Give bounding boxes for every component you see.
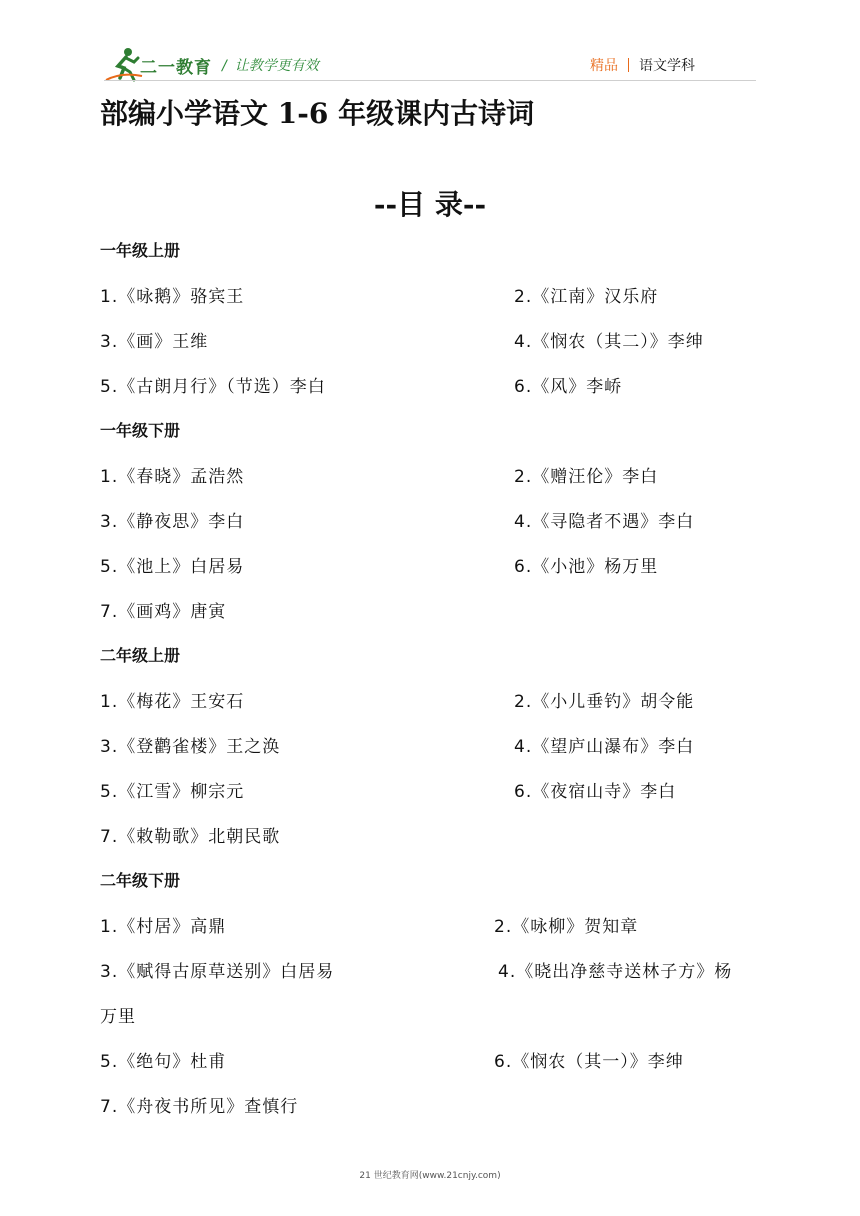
section-heading: 一年级上册 bbox=[100, 241, 181, 260]
toc-title: --目 录-- bbox=[373, 188, 487, 221]
toc-entry: 4.《晓出净慈寺送林子方》杨 bbox=[498, 962, 733, 982]
toc-entry: 7.《敕勒歌》北朝民歌 bbox=[100, 827, 281, 847]
toc-entry: 3.《画》王维 bbox=[100, 332, 209, 352]
slogan: / 让教学更有效 bbox=[222, 58, 319, 74]
toc-entry: 1.《村居》高鼎 bbox=[100, 917, 227, 937]
toc-entry: 2.《江南》汉乐府 bbox=[514, 287, 659, 307]
toc-entry: 6.《小池》杨万里 bbox=[514, 557, 659, 577]
quality-tag: 精品 bbox=[590, 58, 618, 74]
page-header bbox=[0, 0, 860, 88]
page-footer: 21 世纪教育网(www.21cnjy.com) bbox=[359, 1171, 501, 1181]
toc-entry: 4.《寻隐者不遇》李白 bbox=[514, 512, 695, 532]
runner-logo-icon bbox=[104, 46, 144, 82]
toc-entry: 1.《春晓》孟浩然 bbox=[100, 467, 245, 487]
toc-entry: 1.《梅花》王安石 bbox=[100, 692, 245, 712]
brand-name: 二一教育 bbox=[140, 58, 212, 78]
toc-entry: 3.《登鹳雀楼》王之涣 bbox=[100, 737, 281, 757]
section-heading: 二年级上册 bbox=[100, 646, 181, 665]
toc-entry: 7.《画鸡》唐寅 bbox=[100, 602, 227, 622]
toc-entry: 5.《池上》白居易 bbox=[100, 557, 245, 577]
slogan-text: 让教学更有效 bbox=[234, 58, 319, 74]
toc-entry: 2.《赠汪伦》李白 bbox=[514, 467, 659, 487]
toc-entry: 2.《咏柳》贺知章 bbox=[494, 917, 639, 937]
document-title: 部编小学语文 1-6 年级课内古诗词 bbox=[100, 97, 535, 130]
toc-entry: 5.《江雪》柳宗元 bbox=[100, 782, 245, 802]
toc-entry: 5.《古朗月行》（节选）李白 bbox=[100, 377, 326, 397]
toc-entry: 5.《绝句》杜甫 bbox=[100, 1052, 227, 1072]
toc-entry: 6.《夜宿山寺》李白 bbox=[514, 782, 677, 802]
toc-entry: 4.《悯农（其二）》李绅 bbox=[514, 332, 704, 352]
header-tags bbox=[590, 55, 695, 75]
toc-entry-continued: 万里 bbox=[100, 1007, 136, 1027]
toc-entry: 6.《悯农（其一）》李绅 bbox=[494, 1052, 684, 1072]
toc-entry: 7.《舟夜书所见》查慎行 bbox=[100, 1097, 299, 1117]
section-heading: 一年级下册 bbox=[100, 421, 181, 440]
toc-entry: 2.《小儿垂钓》胡令能 bbox=[514, 692, 695, 712]
subject-tag: 语文学科 bbox=[639, 58, 695, 74]
header-rule bbox=[104, 80, 756, 81]
section-heading: 二年级下册 bbox=[100, 871, 181, 890]
toc-entry: 1.《咏鹅》骆宾王 bbox=[100, 287, 245, 307]
toc-entry: 3.《静夜思》李白 bbox=[100, 512, 245, 532]
header-divider bbox=[628, 58, 629, 72]
toc-entry: 3.《赋得古原草送别》白居易 bbox=[100, 962, 335, 982]
toc-entry: 6.《风》李峤 bbox=[514, 377, 623, 397]
toc-entry: 4.《望庐山瀑布》李白 bbox=[514, 737, 695, 757]
